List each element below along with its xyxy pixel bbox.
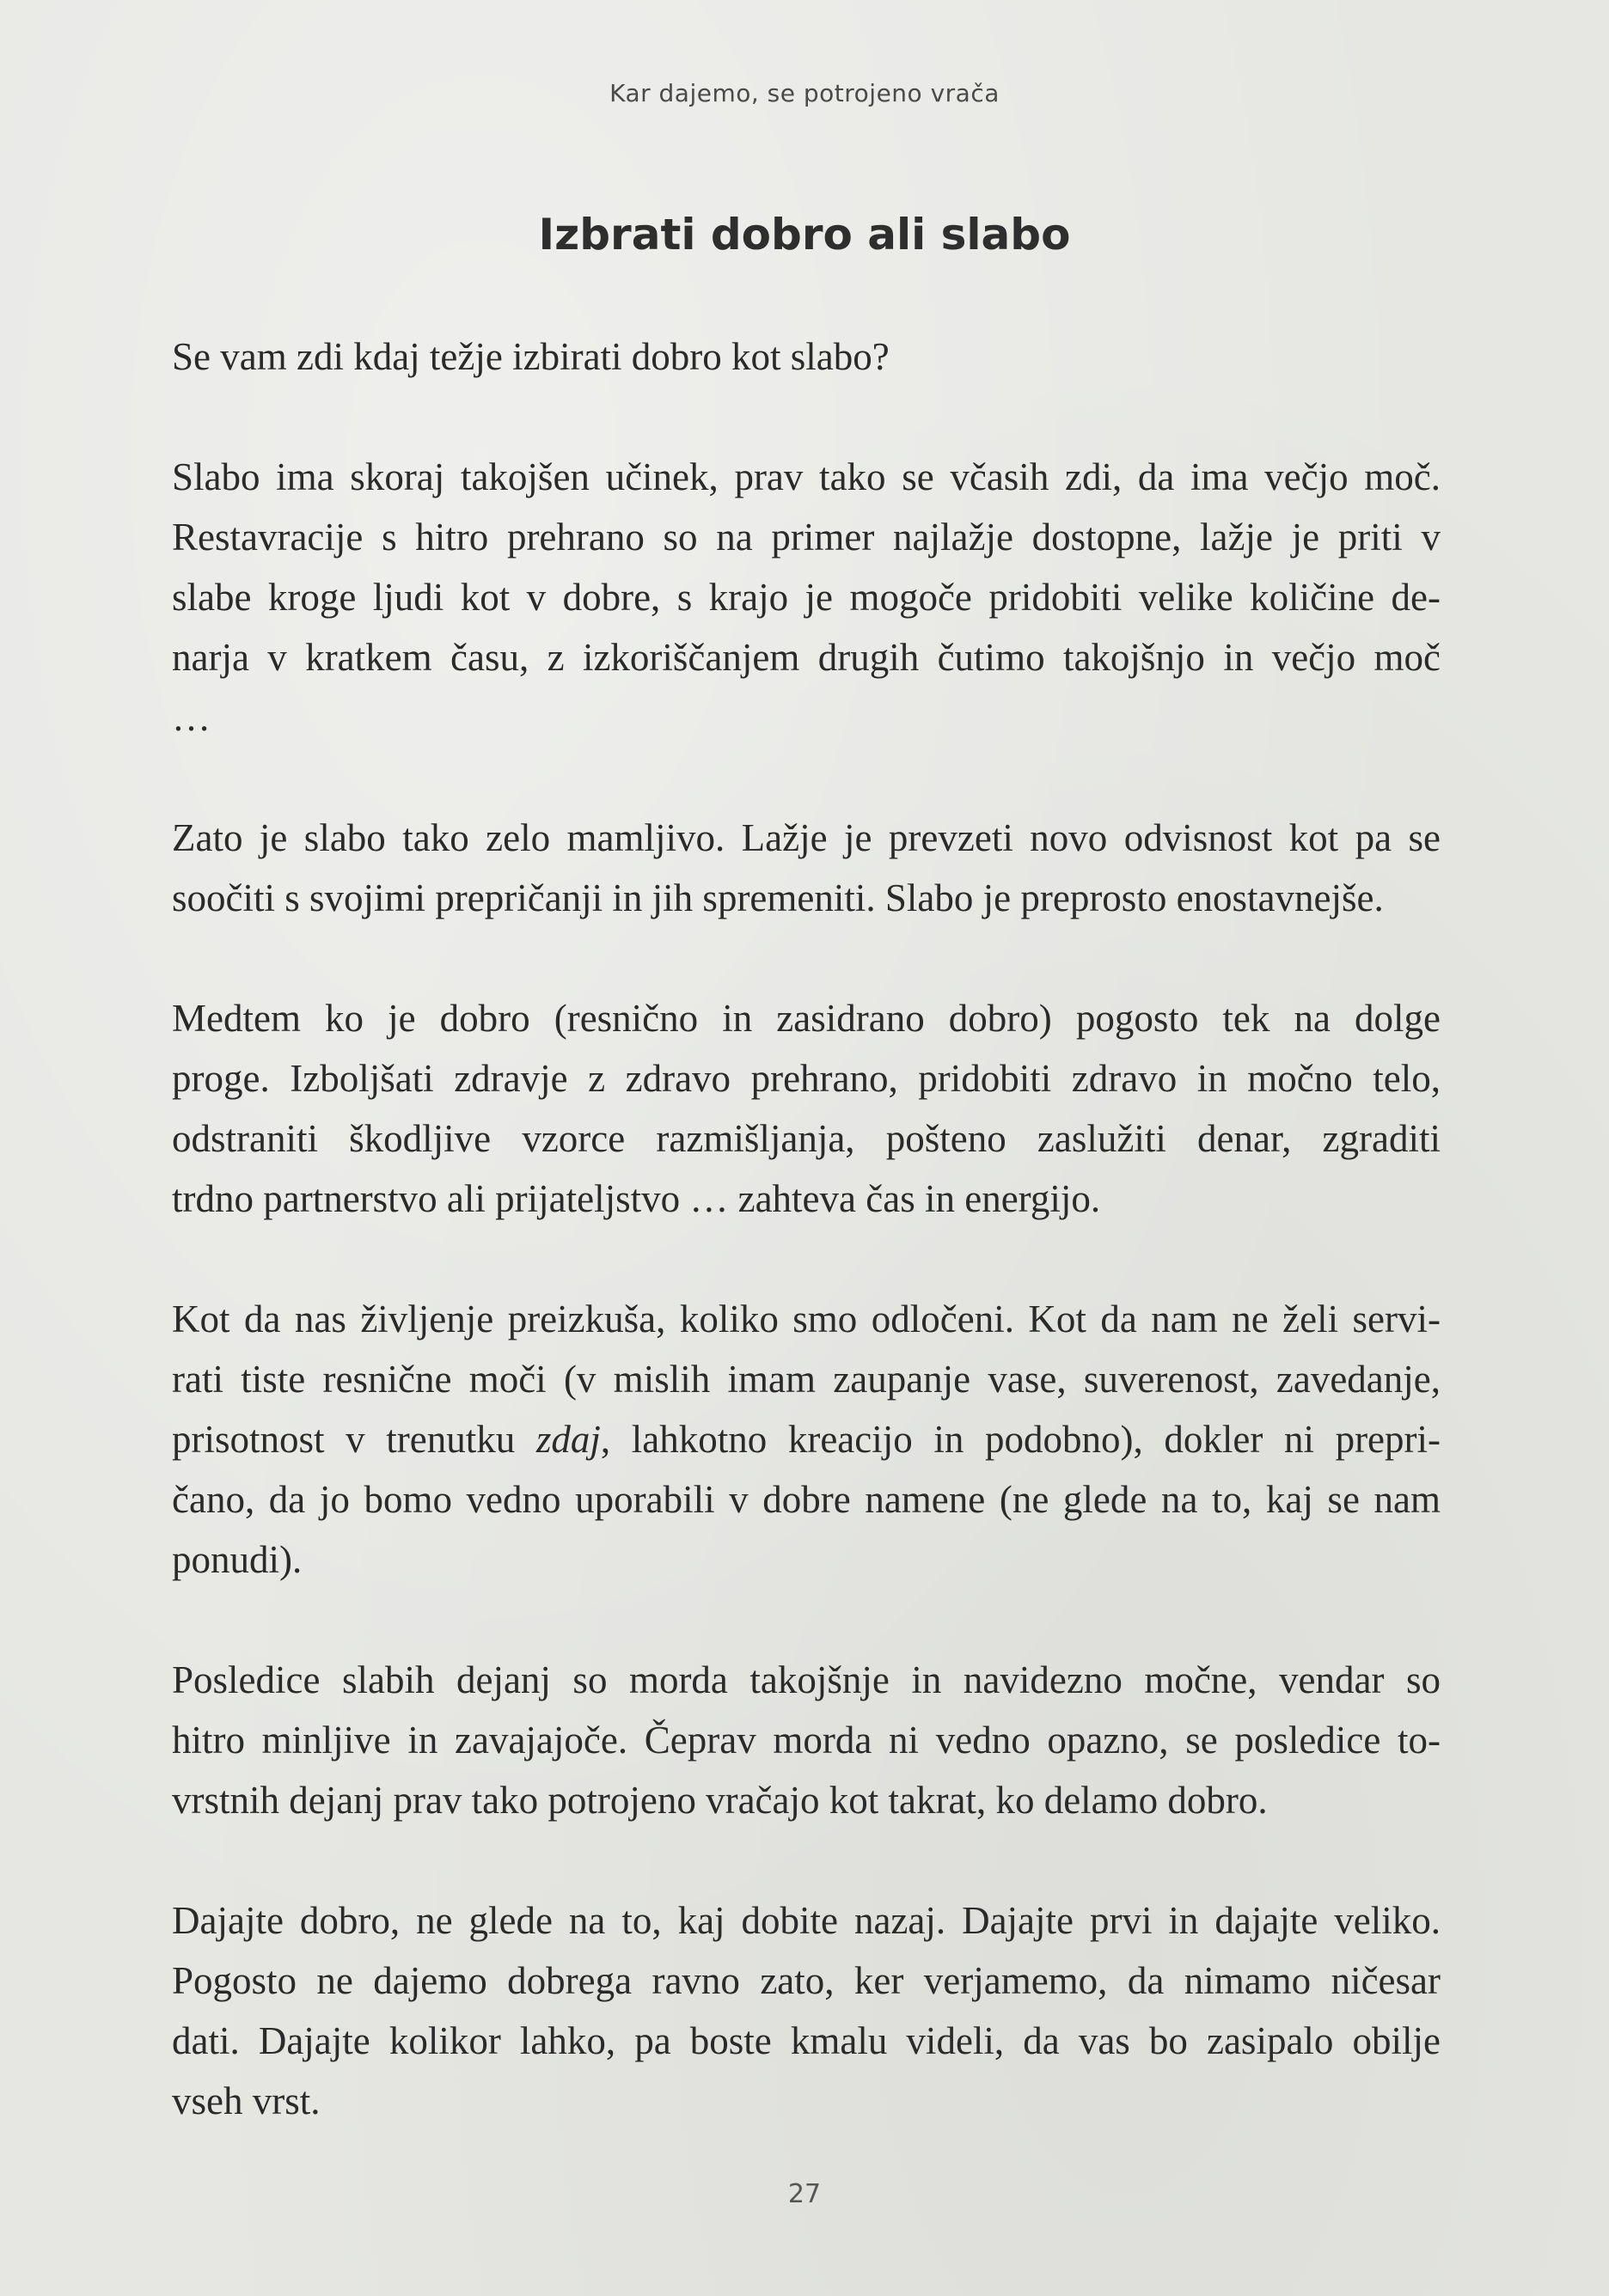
text-line: Slabo ima skoraj takojšen učinek, prav tako se včasih zdi, da ima večjo moč. (172, 455, 1441, 498)
text-line: Posledice slabih dejanj so morda takojšnje in navidezno močne, vendar so (172, 1658, 1441, 1701)
text-line: proge. Izboljšati zdravje z zdravo prehrano, pridobiti zdravo in močno telo, (172, 1057, 1441, 1100)
text-line-with-italic (172, 1409, 1441, 1469)
paragraph-4 (172, 988, 1441, 1229)
text-line: soočiti s svojimi prepričanji in jih spremeniti. Slabo je preprosto enostavnejše. (172, 876, 1384, 919)
body-text (172, 327, 1441, 2191)
text-line: slabe kroge ljudi kot v dobre, s krajo je mogoče pridobiti velike količine de- (172, 576, 1441, 619)
paragraph-1 (172, 327, 1441, 387)
text-line: Medtem ko je dobro (resnično in zasidrano dobro) pogosto tek na dolge (172, 997, 1441, 1040)
text-line: čano, da jo bomo vedno uporabili v dobre namene (ne glede na to, kaj se nam (172, 1478, 1441, 1521)
paragraph-3 (172, 808, 1441, 928)
italic-word: zdaj (535, 1418, 601, 1461)
text-line: trdno partnerstvo ali prijateljstvo … zahteva čas in energijo. (172, 1177, 1101, 1220)
paragraph-7 (172, 1890, 1441, 2131)
text-line: ponudi). (172, 1538, 303, 1581)
chapter-title: Izbrati dobro ali slabo (538, 210, 1071, 260)
text-line: vrstnih dejanj prav tako potrojeno vračajo kot takrat, ko delamo dobro. (172, 1779, 1268, 1822)
text-line: rati tiste resnične moči (v mislih imam zaupanje vase, suverenost, zavedanje, (172, 1358, 1441, 1401)
text-line: hitro minljive in zavajajoče. Čeprav morda ni vedno opazno, se posledice to- (172, 1719, 1441, 1762)
text-line: Se vam zdi kdaj težje izbirati dobro kot slabo? (172, 335, 890, 378)
text-line: Kot da nas življenje preizkuša, koliko smo odločeni. Kot da nam ne želi servi- (172, 1298, 1441, 1340)
text-line: Zato je slabo tako zelo mamljivo. Lažje je prevzeti novo odvisnost kot pa se (172, 816, 1441, 859)
text-line: Restavracije s hitro prehrano so na primer najlažje dostopne, lažje je priti v (172, 516, 1441, 559)
text-line: Dajajte dobro, ne glede na to, kaj dobite nazaj. Dajajte prvi in dajajte veliko. (172, 1899, 1441, 1942)
paragraph-2 (172, 447, 1441, 748)
running-header: Kar dajemo, se potrojeno vrača (609, 79, 1000, 107)
paragraph-6 (172, 1650, 1441, 1830)
text-line: odstraniti škodljive vzorce razmišljanja, pošteno zaslužiti denar, zgraditi (172, 1117, 1441, 1160)
text-segment: , lahkotno kreacijo in podobno), dokler ni prepri- (600, 1418, 1441, 1461)
text-segment: prisotnost v trenutku (172, 1418, 536, 1461)
text-line: vseh vrst. (172, 2079, 321, 2122)
text-line: narja v kratkem času, z izkoriščanjem drugih čutimo takojšnjo in večjo moč (172, 636, 1441, 679)
text-line: … (172, 696, 211, 739)
paragraph-5 (172, 1289, 1441, 1590)
page-number: 27 (787, 2179, 822, 2209)
text-line: Pogosto ne dajemo dobrega ravno zato, ker verjamemo, da nimamo ničesar (172, 1959, 1441, 2002)
text-line: dati. Dajajte kolikor lahko, pa boste kmalu videli, da vas bo zasipalo obilje (172, 2019, 1441, 2062)
